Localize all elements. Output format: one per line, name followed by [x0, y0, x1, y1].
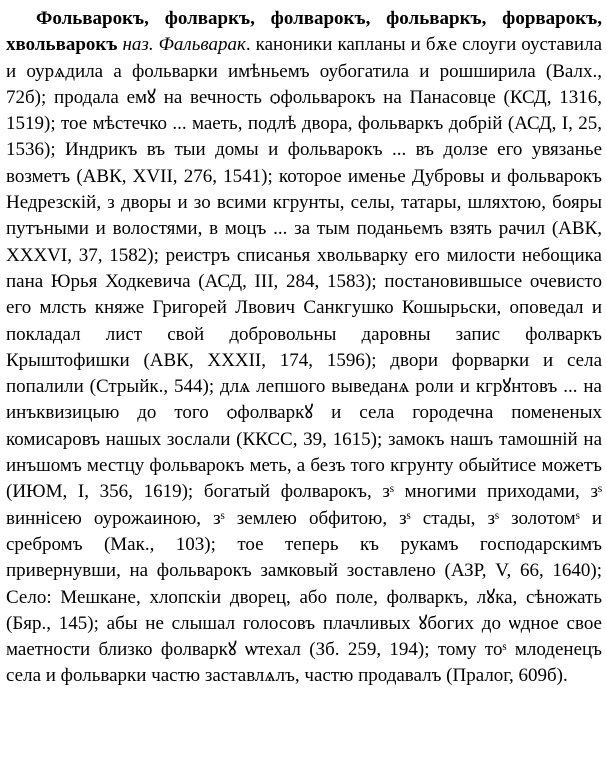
entry-grammar-note: наз. Фальварак [122, 34, 246, 56]
entry-definition-text: . каноники капланы и бѫе слоуги оуставила и оурѧдила а фольварки имѣньемъ оубогатила и рошширила (Валх., 72б); продала емꙋ на вечность ѻфольварокъ на Панасовце (КСД, 1316, 1519); тое мѣстечко ... маеть, подлѣ двора, фольваркъ добрій (АСД, I, 25, 1536); Индрикъ въ тыи домы и фольварокъ ... въ долзе его увязанье возметъ (АВК, XVII, 276, 1541); которое именье Дубровы и фольварокъ Недрезскій, з дворы и зо всими кгрунты, селы, татары, шляхтою, бояры путъными и волостями, в моцъ ... за тым поданьемъ взять рачил (АВК, XXXVI, 37, 1582); реистръ списанья хвольварку его милости небощика пана Юрья Ходкевича (АСД, III, 284, 1583); постановившысе очевисто его млсть княже Григорей Лвович Санкгушко Кошырьски, оповедал и покладал лист свой добровольны даровны запис фолваркъ Крыштофишки (АВК, XXXII, 174, 1596); двори форварки и села попалили (Стрыйк., 544); длѧ лепшого выведанѧ роли и кгрꙋнтовъ ... на инъквизицыю до того ѻфолваркꙋ и села городечна помененых комисаровъ нашых зослали (ККСС, 39, 1615); замокъ нашъ тамошній на инъшомъ местцу фольварокъ меть, а безъ того кгрунту обыйтисе можетъ (ИЮМ, I, 356, 1619); богатый фолварокъ, зˢ многими приходами, зˢ виннicею оурожаиною, зˢ землею обфитою, зˢ стады, зˢ золотомˢ и сребромъ (Мак., 103); тое теперь къ рукамъ господарскимъ привернувши, на фольварокъ замковый зоставлено (АЗР, V, 66, 1640); Село: Мешкане, хлопскіи дворец, або поле, фолваркъ, лꙋка, сѣножать (Бяр., 145); абы не слышал голосовъ плачливых ꙋбогих до ѡдное свое маетности близко фолваркꙋ ѡтехал (Зб. 259, 194); тому тоˢ млоденецъ села и фольварки частю заставлѧлъ, частю продавалъ (Пралог, 609б). [6, 34, 603, 687]
dictionary-page [6, 6, 602, 690]
entry-headword: Фольварокъ, фолваркъ, фолварокъ, фольваркъ, форварокъ, хвольварокъ [6, 8, 602, 56]
dictionary-entry [6, 6, 602, 690]
